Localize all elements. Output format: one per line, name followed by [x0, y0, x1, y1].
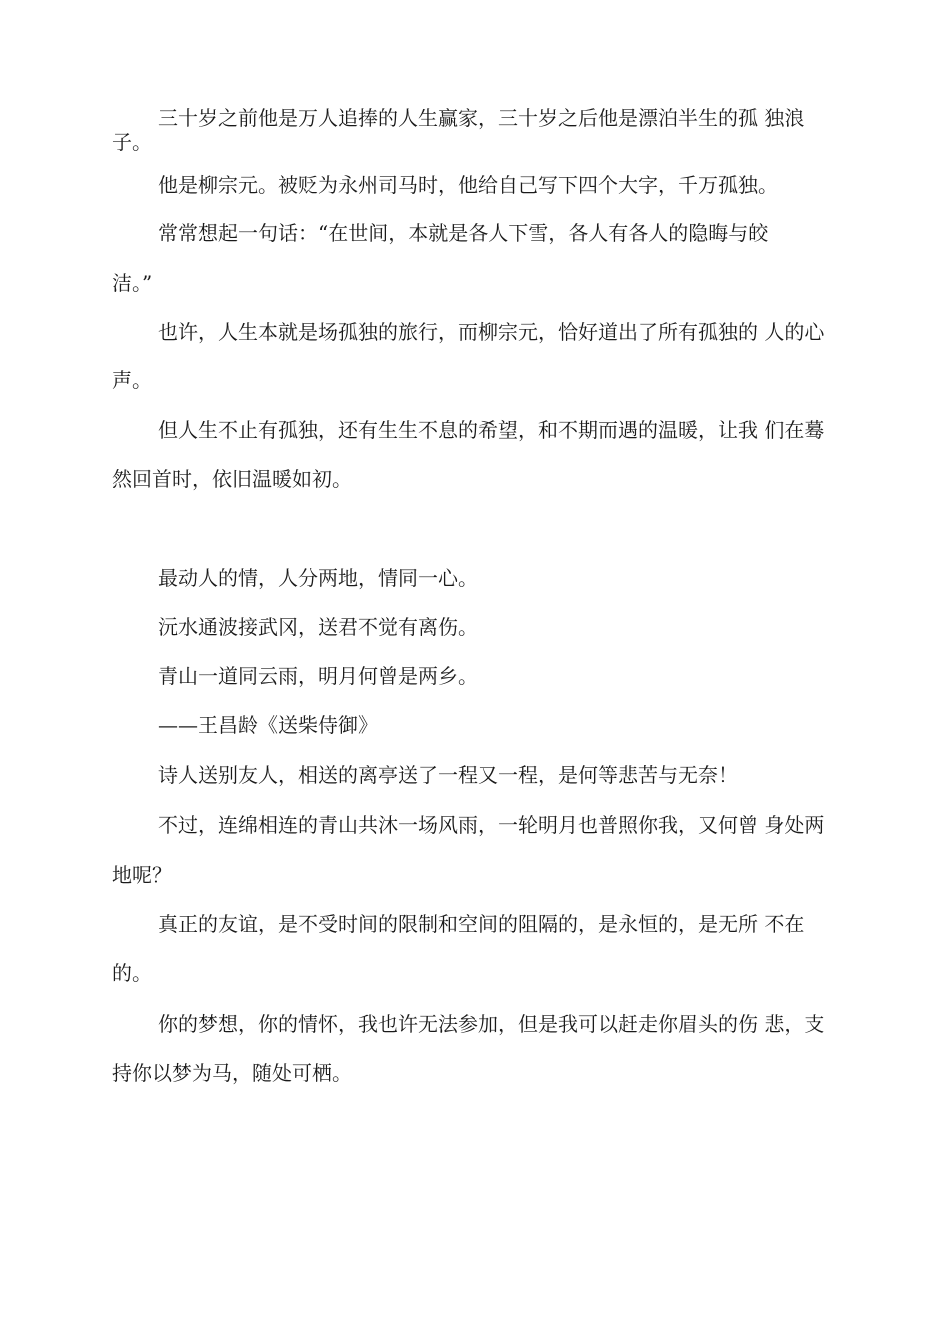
paragraph-line: 他是柳宗元。被贬为永州司马时，他给自己写下四个大字，千万孤独。: [158, 173, 778, 197]
paragraph-line: 地呢？: [112, 863, 172, 887]
paragraph-line: 的。: [112, 961, 152, 985]
poem-attribution: ——王昌龄《送柴侍御》: [158, 713, 378, 737]
poem-line: 青山一道同云雨，明月何曾是两乡。: [158, 664, 478, 688]
paragraph-line: 也许，人生本就是场孤独的旅行，而柳宗元，恰好道出了所有孤独的 人的心: [158, 320, 825, 344]
paragraph-line: 子。: [112, 130, 152, 154]
paragraph-line: 持你以梦为马，随处可栖。: [112, 1061, 352, 1085]
paragraph-line: 常常想起一句话：“在世间，本就是各人下雪，各人有各人的隐晦与皎: [158, 221, 769, 245]
paragraph-line: 真正的友谊，是不受时间的限制和空间的阻隔的，是永恒的，是无所 不在: [158, 912, 805, 936]
paragraph-line: 然回首时，依旧温暖如初。: [112, 467, 352, 491]
paragraph-line: 不过，连绵相连的青山共沐一场风雨，一轮明月也普照你我，又何曾 身处两: [158, 813, 825, 837]
paragraph-line: 你的梦想，你的情怀，我也许无法参加，但是我可以赶走你眉头的伤 悲，支: [158, 1012, 825, 1036]
paragraph-line: 洁。”: [112, 271, 153, 295]
paragraph-line: 诗人送别友人，相送的离亭送了一程又一程，是何等悲苦与无奈！: [158, 763, 738, 787]
paragraph-line: 声。: [112, 368, 152, 392]
poem-line: 沅水通波接武冈，送君不觉有离伤。: [158, 615, 478, 639]
paragraph-line: 最动人的情，人分两地，情同一心。: [158, 566, 478, 590]
paragraph-line: 但人生不止有孤独，还有生生不息的希望，和不期而遇的温暖，让我 们在蓦: [158, 418, 825, 442]
paragraph-line: 三十岁之前他是万人追捧的人生赢家，三十岁之后他是漂泊半生的孤 独浪: [158, 106, 805, 130]
